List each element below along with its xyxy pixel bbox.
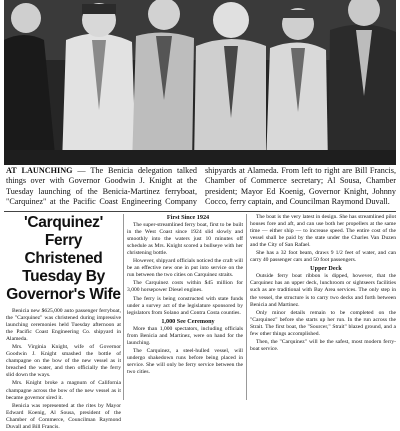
paragraph: The ferry is being constructed with state funds under a survey act of the legislature sponsored by legislators from Solano and Contra Costa counties.	[127, 295, 243, 316]
column-divider	[123, 214, 124, 400]
article-headline: 'Carquinez' Ferry Christened Tuesday By Governor's Wife	[6, 214, 121, 303]
paragraph: However, shipyard officials noticed the craft will be an effective new one in put into service on the run between the two cities on Carquinez straits.	[127, 258, 243, 279]
launching-photo	[4, 0, 396, 165]
photo-caption	[6, 166, 396, 210]
article-column-2	[127, 214, 243, 400]
paragraph: Mrs. Knight broke a magnum of California champagne across the bow of the new vessel as it became governor sired it.	[6, 380, 121, 401]
column-divider	[246, 214, 247, 400]
paragraph: The boat is the very latest in design. She has streamlined pilot houses fore and aft, and can use both her propellers at the same time — either ship — to increase speed. The entire cost of the vessel shall be paid by the state under the Charles Van Duzen and the City of San Rafael.	[250, 214, 396, 249]
paragraph: The super-streamlined ferry boat, first to be built in the West Coast since 1924 slid slowly and smoothly into the waters just 10 minutes off schedule as Mrs. Knight scored a bullseye with her christening bottle.	[127, 222, 243, 257]
paragraph: She has a 32 foot beam, draws 9 1/2 feet of water, and can carry 40 passenger cars and 50 foot passengers.	[250, 250, 396, 264]
paragraph: Only minor details remain to be completed on the "Carquinez" before she starts up her run. In the run across the Strait. The first boat, the "Sourcer," Strait" blazed ground, and a few other things accomplished.	[250, 309, 396, 337]
caption-lead: AT LAUNCHING	[6, 166, 73, 175]
paragraph: The Carquinez, a steel-hulled vessel, will undergo shakedown runs before being placed in service. She will only be ferry service between the two cities.	[127, 347, 243, 375]
article-column-1	[6, 214, 121, 430]
article-column-3	[250, 214, 396, 400]
subhead: First Since 1924	[166, 214, 210, 221]
paragraph: Mrs. Virginia Knight, wife of Governor Goodwin J. Knight smashed the bottle of champagne on the bow of the new vessel as it breached the water, and then officially the ferry slid down the ways.	[6, 344, 121, 379]
paragraph: Benicia was represented at the rites by Mayor Edward Koenig, Al Sousa, president of the Chamber of Commerce, Councilman Raymond Duvall and Bill Francis.	[6, 402, 121, 430]
subhead: 1,000 See Ceremony	[161, 317, 215, 325]
paragraph: Benicia new $625,000 auto passenger ferryboat, the "Carquinez" was christened during impressive launching ceremonies held Tuesday afternoon at the Pacific Coast Engineering Co. shipyard in Alameda.	[6, 308, 121, 343]
paragraph: Then, the "Carquinez" will be the safest, most modern ferry-boat service.	[250, 338, 396, 352]
divider	[4, 211, 396, 212]
subhead: Upper Deck	[310, 265, 342, 273]
paragraph: More than 1,000 spectators, including officials from Benicia and Martinez, were on hand for the launching.	[127, 325, 243, 346]
caption-text: — The Benicia delegation talked things over with Governor Goodwin J. Knight at the Tuesday launching of the Benicia-Martinez ferryboat, "Carquinez" at the Pacific Coast Engineering Company shipyards at Alameda. From left to right are Bill Francis, Chamber of Commerce secretary; Al Sousa, Chamber president; Mayor Ed Koenig, Governor Knight, Johnny Cocco, ferry captain, and Councilman Raymond Duvall.	[6, 166, 396, 207]
paragraph: The Carquinez costs within $45 million for 3,000 horsepower Diesel engines.	[127, 280, 243, 294]
photo-illustration	[4, 0, 396, 165]
paragraph: Outside ferry boat ribbon is dipped, however, that the Carquinez has an upper deck, lunchroom or sightseers facilities such as are traditional with Bay Area services. The only step in the vessel, the structure is to carry two decks and forth between Benicia and Martinez.	[250, 273, 396, 308]
